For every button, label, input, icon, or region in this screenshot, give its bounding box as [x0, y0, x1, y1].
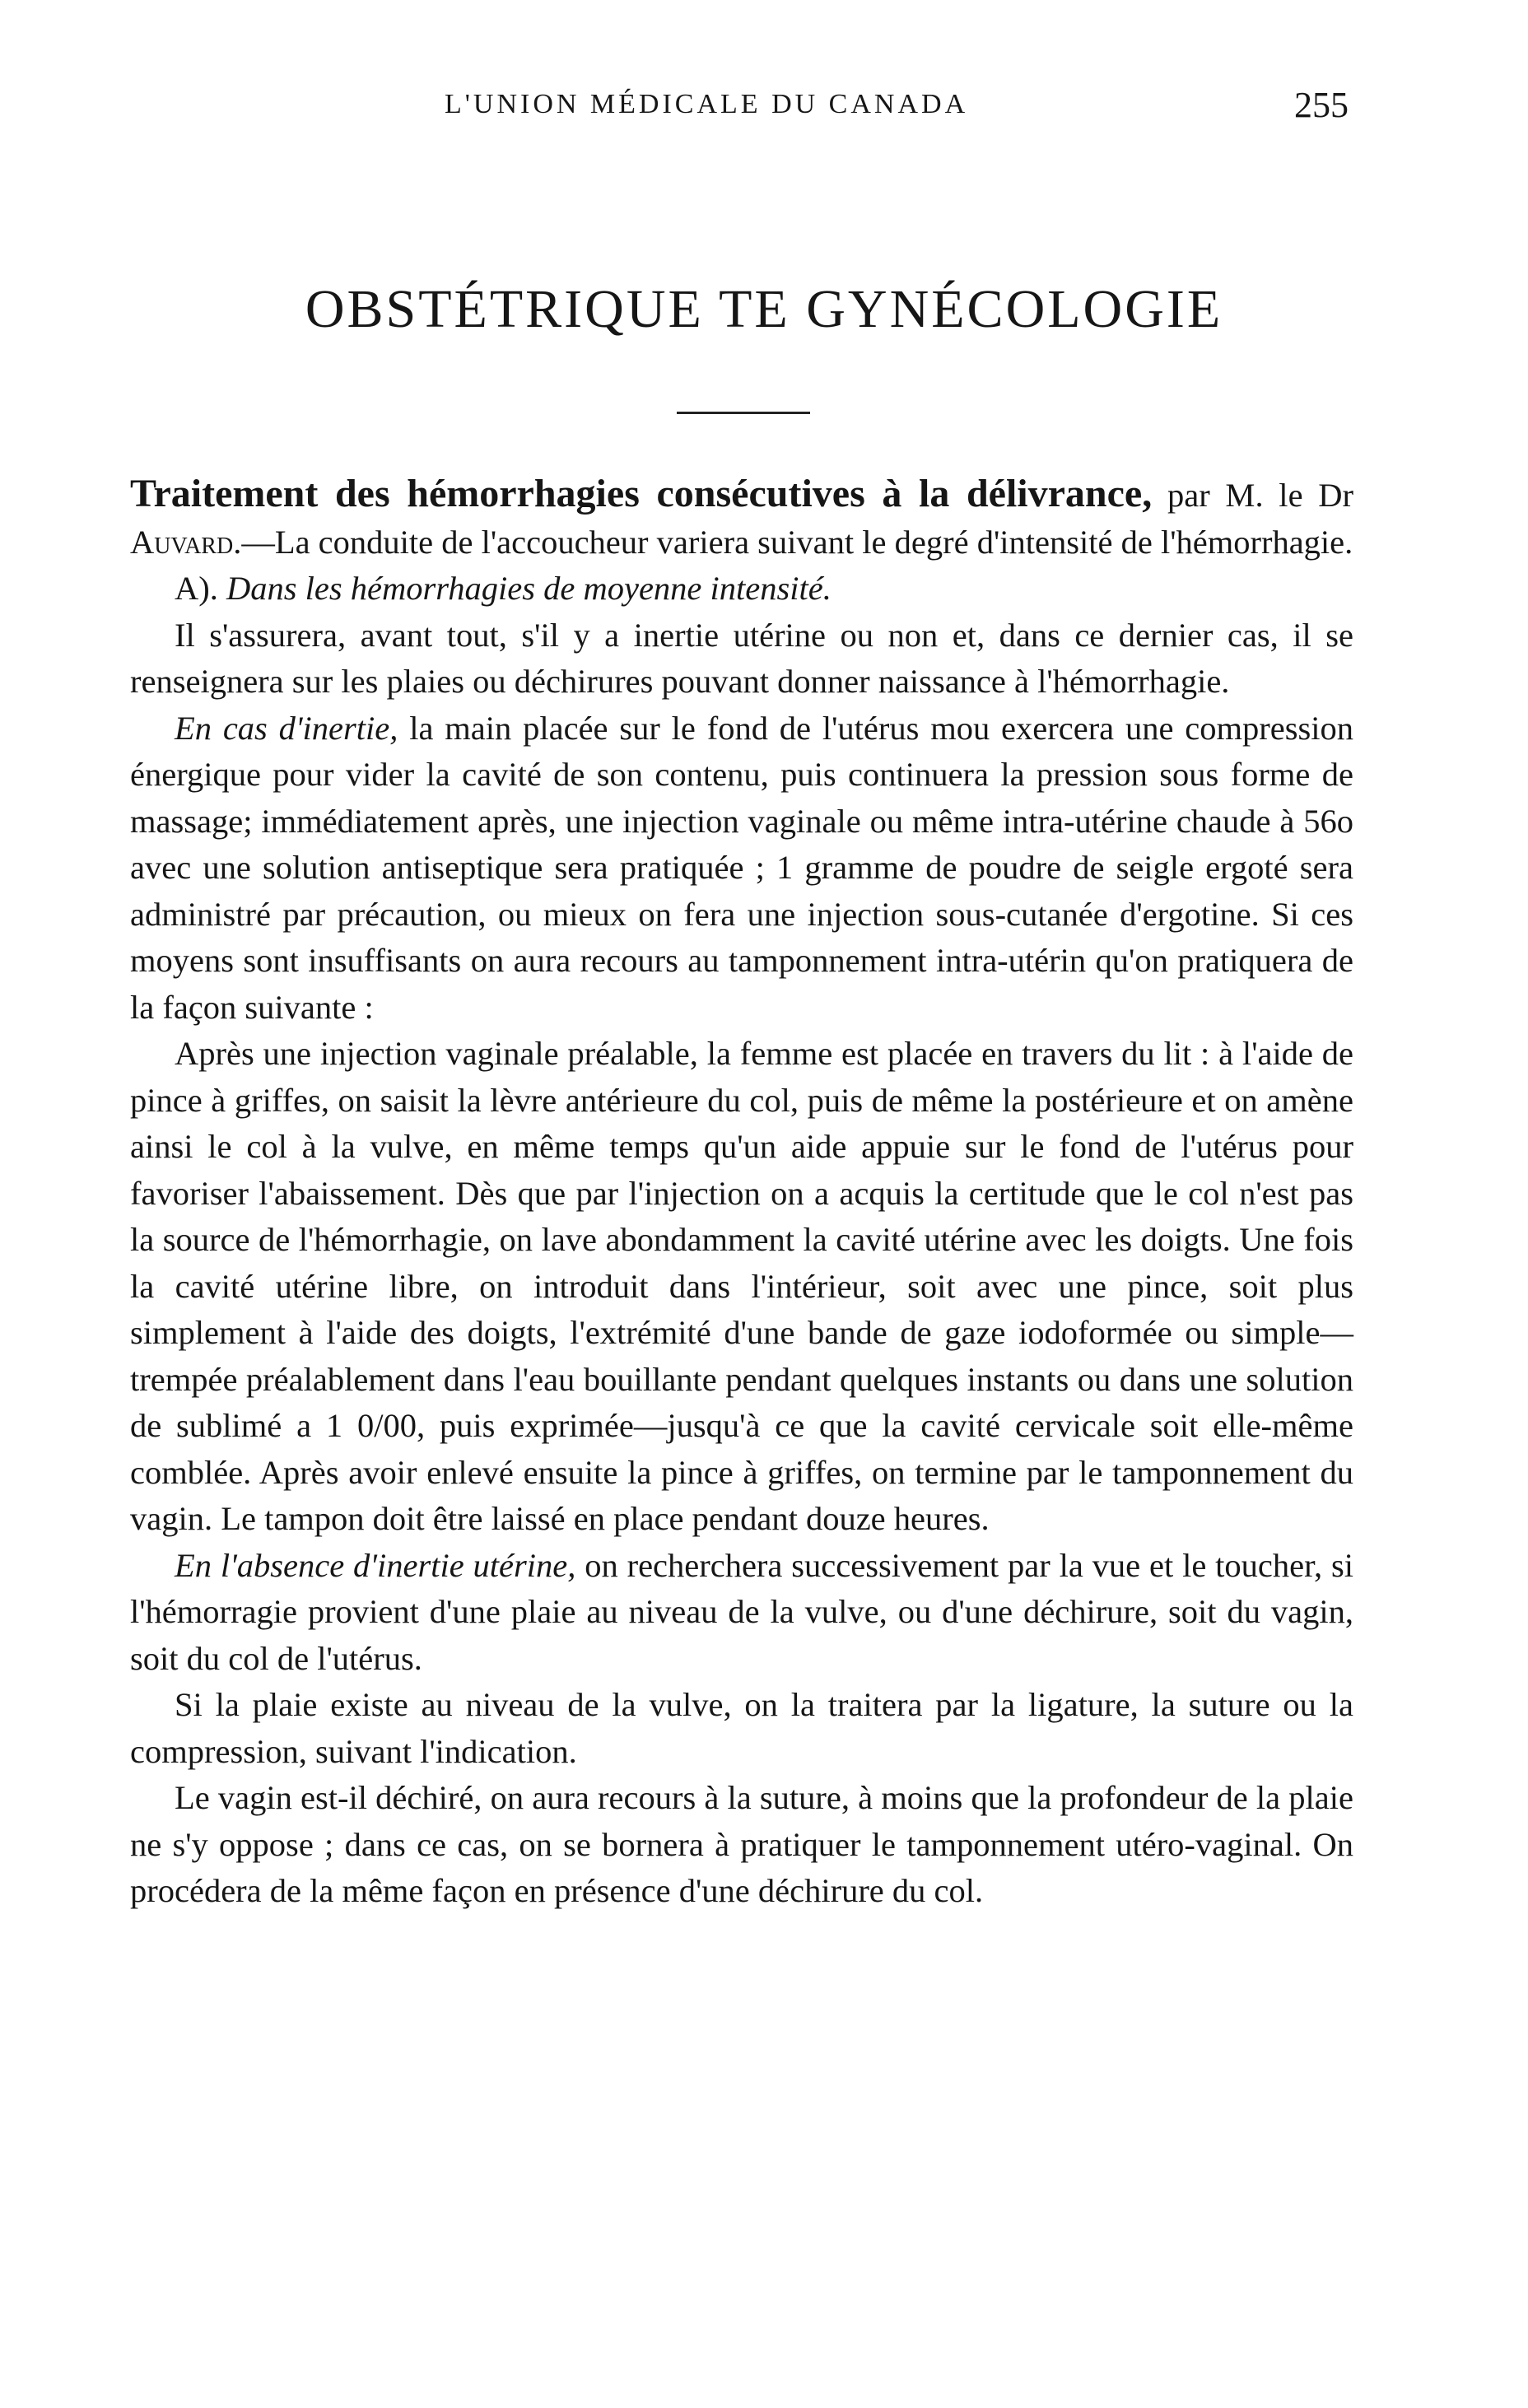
paragraph-4-text: on recherchera successivement par la vue et le toucher, si l'hémorragie provient d'une plaie au niveau de la vulve, ou d'une déchirure, soit du vagin, soit du col de l'utérus.	[130, 1546, 1353, 1677]
subsection-marker: A).	[175, 570, 226, 607]
subsection-title: Dans les hémorrhagies de moyenne intensité.	[226, 570, 832, 607]
paragraph-4-lead: En l'absence d'inertie utérine,	[175, 1546, 576, 1584]
intro-text: —La conduite de l'accoucheur variera suivant le degré d'intensité de l'hémorrhagie.	[241, 523, 1353, 561]
paragraph-1: Il s'assurera, avant tout, s'il y a inertie utérine ou non et, dans ce dernier cas, il se renseignera sur les plaies ou déchirures pouvant donner naissance à l'hémorrhagie.	[130, 616, 1353, 700]
title-divider	[677, 412, 810, 414]
author-name: Auvard.	[130, 523, 242, 561]
paragraph-2	[130, 706, 1353, 1032]
running-header	[0, 85, 1528, 138]
subsection-heading	[130, 566, 1353, 612]
section-title: OBSTÉTRIQUE TE GYNÉCOLOGIE	[305, 279, 1223, 339]
paragraph-4	[130, 1543, 1353, 1683]
paragraph-2-text: la main placée sur le fond de l'utérus mou exercera une compression énergique pour vider la cavité de son contenu, puis continuera la pression sous forme de massage; immédiatement après, une injection vaginale ou même intra-utérine chaude à 56o avec une solution antiseptique sera pratiquée ; 1 gramme de poudre de seigle ergoté sera administré par précaution, ou mieux on fera une injection sous-cutanée d'ergotine. Si ces moyens sont insuffisants on aura recours au tamponnement intra-utérin qu'on pratiquera de la façon suivante :	[130, 709, 1354, 1026]
paragraph-6: Le vagin est-il déchiré, on aura recours à la suture, à moins que la profondeur de la plaie ne s'y oppose ; dans ce cas, on se bornera à pratiquer le tamponnement utéro-vaginal. On procédera de la même façon en présence d'une déchirure du col.	[130, 1779, 1353, 1909]
article-intro-paragraph	[130, 471, 1353, 566]
paragraph-5: Si la plaie existe au niveau de la vulve, on la traitera par la ligature, la suture ou la compression, suivant l'indication.	[130, 1686, 1353, 1770]
article-body	[130, 471, 1353, 1915]
page-number: 255	[1294, 85, 1349, 125]
paragraph-2-lead: En cas d'inertie,	[175, 709, 398, 747]
article-heading: Traitement des hémorrhagies consécutives à la délivrance,	[130, 472, 1153, 515]
running-title: L'UNION MÉDICALE DU CANADA	[445, 89, 969, 119]
byline-prefix: par M. le Dr	[1167, 477, 1354, 514]
paragraph-3: Après une injection vaginale préalable, la femme est placée en travers du lit : à l'aide de pince à griffes, on saisit la lèvre antérieure du col, puis de même la postérieure et on amène ainsi le col à la vulve, en même temps qu'un aide appuie sur le fond de l'utérus pour favoriser l'abaissement. Dès que par l'injection on a acquis la certitude que le col n'est pas la source de l'hémorrhagie, on lave abondamment la cavité utérine avec les doigts. Une fois la cavité utérine libre, on introduit dans l'intérieur, soit avec une pince, soit plus simplement à l'aide des doigts, l'extrémité d'une bande de gaze iodoformée ou simple—trempée préalablement dans l'eau bouillante pendant quelques instants ou dans une solution de sublimé a 1 0/00, puis exprimée—jusqu'à ce que la cavité cervicale soit elle-même comblée. Après avoir enlevé ensuite la pince à griffes, on termine par le tamponnement du vagin. Le tampon doit être laissé en place pendant douze heures.	[130, 1035, 1353, 1537]
